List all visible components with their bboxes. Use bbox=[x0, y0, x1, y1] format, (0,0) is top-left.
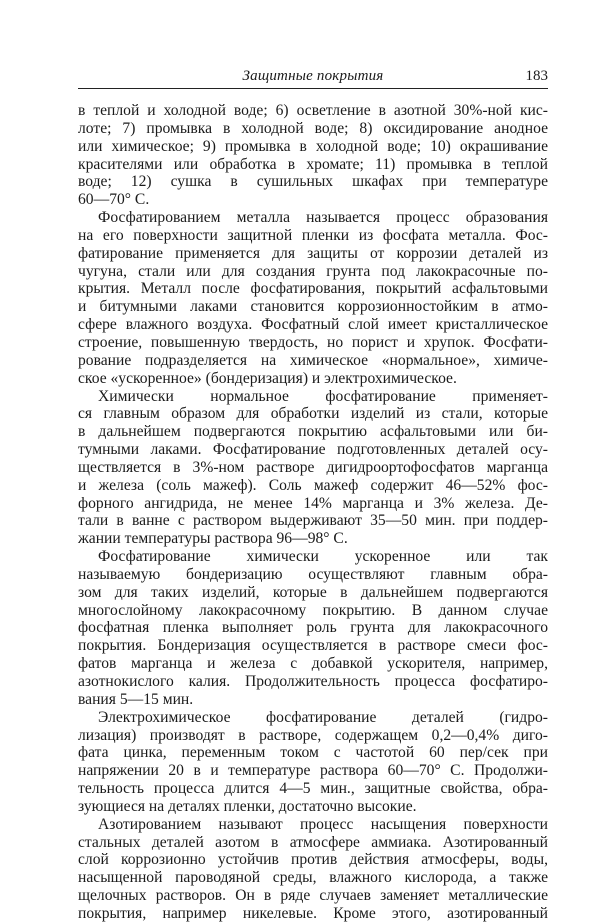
text-line: красителями или обработка в хромате; 11) промывка в теплой bbox=[78, 155, 548, 173]
text-line: многослойному лакокрасочному покрытию. В данном случае bbox=[78, 601, 548, 619]
text-line: щелочных растворов. Он в ряде случаев заменяет металлические bbox=[78, 887, 548, 905]
book-page bbox=[78, 66, 548, 923]
text-line: в теплой и холодной воде; 6) осветление в азотной 30%-ной кис- bbox=[78, 102, 548, 119]
running-header bbox=[78, 66, 548, 89]
text-line: Фосфатированием металла называется процесс образования bbox=[98, 209, 548, 227]
text-line: форного ангидрида, не менее 14% марганца и 3% железа. Де- bbox=[78, 494, 548, 512]
text-line: насыщенной пароводяной среды, влажного кислорода, а также bbox=[78, 869, 548, 887]
text-line: напряжении 20 в и температуре раствора 60—70° С. Продолжи- bbox=[78, 762, 548, 780]
text-line: фосфатная пленка выполняет роль грунта для лакокрасочного bbox=[78, 619, 548, 637]
text-line: ся главным образом для обработки изделий из стали, которые bbox=[78, 405, 548, 423]
text-line: слой коррозионно устойчив против действия атмосферы, воды, bbox=[78, 851, 548, 869]
text-line: фатов марганца и железа с добавкой ускорителя, например, bbox=[78, 655, 548, 673]
text-line: или химическое; 9) промывка в холодной воде; 10) окрашивание bbox=[78, 137, 548, 155]
text-line: в дальнейшем подвергаются покрытию асфальтовыми или би- bbox=[78, 423, 548, 441]
text-line: зующиеся на деталях пленки, достаточно высокие. bbox=[78, 797, 417, 815]
text-line: лизация) производят в растворе, содержащем 0,2—0,4% диго- bbox=[78, 726, 548, 744]
text-line: зом для таких изделий, которые в дальнейшем подвергаются bbox=[78, 583, 548, 601]
text-line: вания 5—15 мин. bbox=[78, 690, 194, 708]
text-line: азотнокислого калия. Продолжительность процесса фосфатиро- bbox=[78, 673, 548, 690]
body-text bbox=[78, 102, 548, 923]
text-line: Фосфатирование химически ускоренное или так bbox=[98, 548, 548, 566]
text-line: и железа (соль мажеф). Соль мажеф содержит 46—52% фос- bbox=[78, 476, 548, 494]
running-title: Защитные покрытия bbox=[242, 68, 384, 84]
text-line: воде; 12) сушка в сушильных шкафах при температуре bbox=[78, 173, 548, 191]
text-line: на его поверхности защитной пленки из фосфата металла. Фос- bbox=[78, 226, 548, 244]
text-line: покрытия, например никелевые. Кроме этого, азотированный bbox=[78, 904, 548, 922]
text-line: стальных деталей азотом в атмосфере аммиака. Азотированный bbox=[78, 833, 548, 851]
text-line: Азотированием называют процесс насыщения поверхности bbox=[98, 815, 548, 833]
text-line: называемую бондеризацию осуществляют главным обра- bbox=[78, 565, 548, 583]
text-line: крытия. Металл после фосфатирования, покрытий асфальтовыми bbox=[78, 280, 548, 298]
text-line: тумными лаками. Фосфатирование подготовленных деталей осу- bbox=[78, 441, 548, 459]
page-number: 183 bbox=[525, 68, 548, 84]
text-line: ское «ускоренное» (бондеризация) и электрохимическое. bbox=[78, 369, 457, 387]
text-line: лоте; 7) промывка в холодной воде; 8) оксидирование анодное bbox=[78, 119, 548, 137]
text-line: тали в ванне с раствором выдерживают 35—50 мин. при поддер- bbox=[78, 512, 548, 530]
text-line: чугуна, стали или для создания грунта под лакокрасочные по- bbox=[78, 262, 548, 280]
text-line: Химически нормальное фосфатирование применяет- bbox=[98, 387, 548, 405]
text-line: жании температуры раствора 96—98° С. bbox=[78, 530, 348, 548]
text-line: покрытия. Бондеризация осуществляется в растворе смеси фос- bbox=[78, 637, 548, 655]
text-line: тельность процесса длится 4—5 мин., защитные свойства, обра- bbox=[78, 780, 548, 798]
text-line: и битумными лаками становится коррозионностойким в атмо- bbox=[78, 298, 548, 316]
text-line: рование подразделяется на химическое «нормальное», химиче- bbox=[78, 351, 548, 369]
text-line: фата цинка, переменным током с частотой 60 пер/сек при bbox=[78, 744, 548, 762]
text-line: Электрохимическое фосфатирование деталей (гидро- bbox=[98, 708, 548, 726]
text-line: ществляется в 3%-ном растворе дигидроортофосфатов марганца bbox=[78, 458, 548, 476]
text-line: фатирование применяется для защиты от коррозии деталей из bbox=[78, 244, 548, 262]
text-line: строение, повышенную твердость, но порист и хрупок. Фосфати- bbox=[78, 333, 548, 351]
text-line: сфере влажного воздуха. Фосфатный слой имеет кристаллическое bbox=[78, 316, 548, 334]
text-line: 60—70° С. bbox=[78, 191, 150, 209]
